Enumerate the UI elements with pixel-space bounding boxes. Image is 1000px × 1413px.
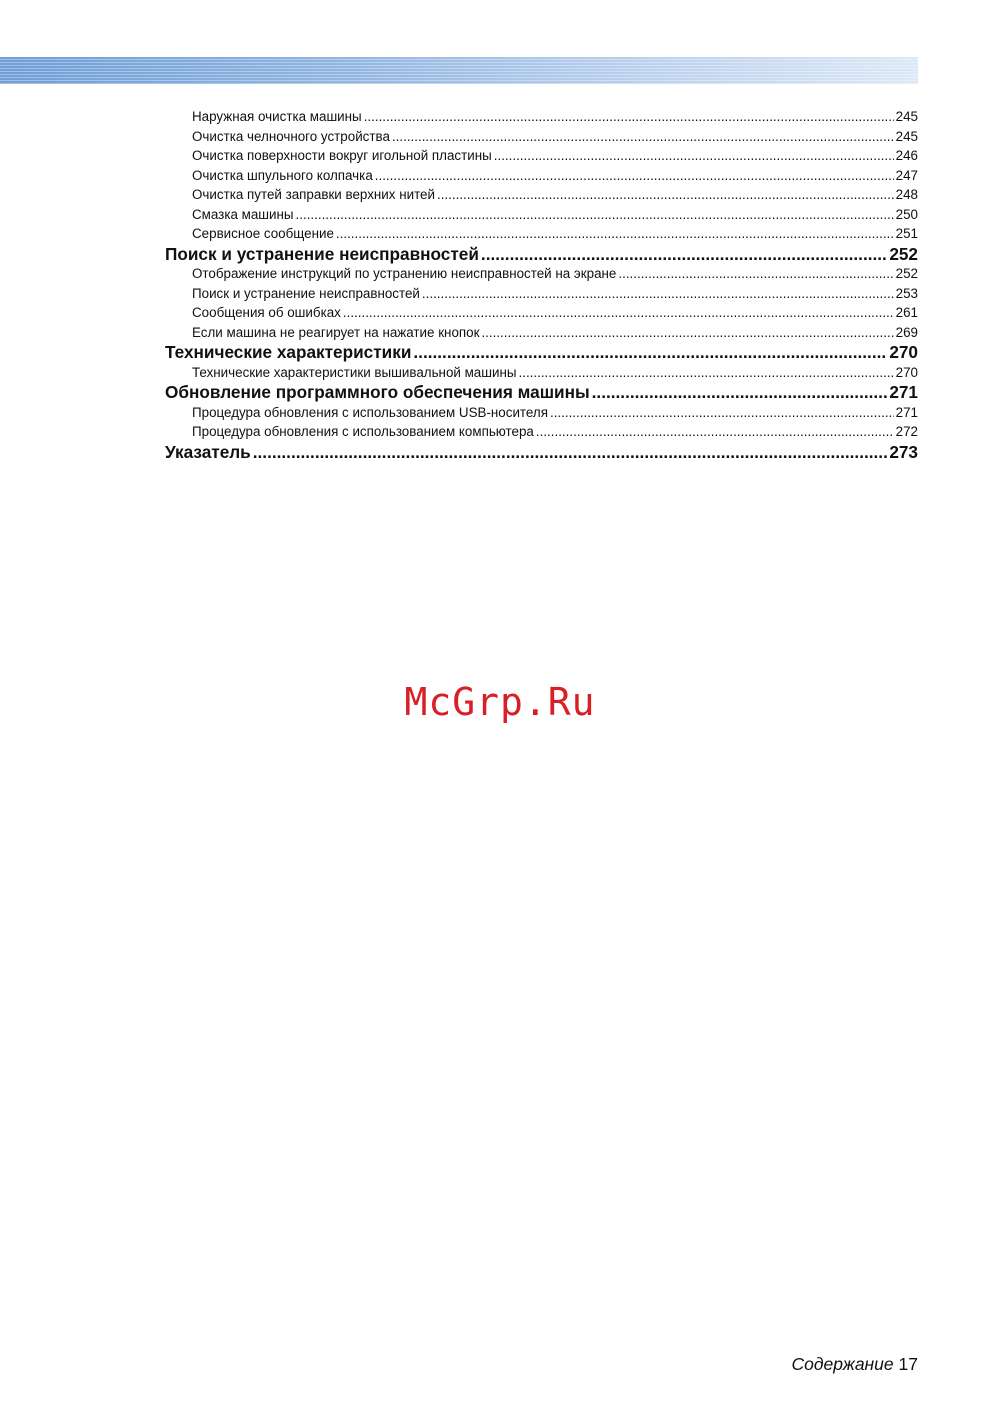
toc-entry-title: Наружная очистка машины xyxy=(192,109,362,124)
table-of-contents xyxy=(165,107,918,462)
toc-entry-page: 251 xyxy=(895,226,918,241)
toc-subsection-entry[interactable] xyxy=(165,363,918,383)
toc-entry-title: Технические характеристики вышивальной машины xyxy=(192,364,517,380)
toc-subsection-entry[interactable] xyxy=(165,146,918,166)
toc-subsection-entry[interactable] xyxy=(165,185,918,205)
toc-entry-title: Очистка шпульного колпачка xyxy=(192,167,373,183)
toc-dot-leader xyxy=(592,382,888,403)
toc-entry-page: 261 xyxy=(895,305,918,320)
toc-subsection-entry[interactable] xyxy=(165,264,918,284)
toc-subsection-entry[interactable] xyxy=(165,403,918,423)
toc-subsection-entry[interactable] xyxy=(165,422,918,442)
toc-entry-title: Технические характеристики xyxy=(165,342,412,362)
toc-entry-title: Процедура обновления с использованием компьютера xyxy=(192,424,534,439)
toc-entry-title: Смазка машины xyxy=(192,206,294,222)
toc-section-entry[interactable] xyxy=(165,342,918,363)
toc-dot-leader xyxy=(364,107,894,127)
toc-subsection-entry[interactable] xyxy=(165,127,918,147)
toc-subsection-entry[interactable] xyxy=(165,303,918,323)
toc-dot-leader xyxy=(536,422,894,442)
toc-entry-title: Отображение инструкций по устранению неисправностей на экране xyxy=(192,266,617,281)
toc-entry-title: Сообщения об ошибках xyxy=(192,305,341,320)
toc-subsection-entry[interactable] xyxy=(165,323,918,343)
toc-dot-leader xyxy=(296,205,894,225)
toc-dot-leader xyxy=(550,403,894,423)
toc-entry-title: Обновление программного обеспечения машины xyxy=(165,382,590,402)
toc-dot-leader xyxy=(422,284,894,304)
toc-entry-title: Указатель xyxy=(165,441,251,462)
header-band xyxy=(0,57,918,84)
toc-entry-page: 270 xyxy=(889,342,918,362)
toc-entry-page: 273 xyxy=(889,441,918,462)
toc-dot-leader xyxy=(336,224,894,244)
toc-entry-title: Поиск и устранение неисправностей xyxy=(192,285,420,301)
toc-entry-page: 271 xyxy=(895,404,918,420)
toc-section-entry[interactable] xyxy=(165,382,918,403)
toc-entry-title: Сервисное сообщение xyxy=(192,226,334,241)
toc-entry-title: Если машина не реагирует на нажатие кнопок xyxy=(192,324,480,340)
toc-dot-leader xyxy=(375,166,894,186)
toc-entry-page: 246 xyxy=(895,148,918,163)
toc-entry-title: Процедура обновления с использованием USB-носителя xyxy=(192,404,548,420)
toc-entry-page: 253 xyxy=(895,285,918,301)
toc-subsection-entry[interactable] xyxy=(165,224,918,244)
toc-dot-leader xyxy=(392,127,894,147)
toc-dot-leader xyxy=(413,342,887,363)
header-band-gradient xyxy=(0,57,918,84)
toc-entry-page: 272 xyxy=(895,424,918,439)
toc-dot-leader xyxy=(481,323,893,343)
toc-subsection-entry[interactable] xyxy=(165,107,918,127)
toc-entry-page: 245 xyxy=(895,128,918,144)
toc-entry-page: 269 xyxy=(895,324,918,340)
toc-entry-page: 247 xyxy=(895,167,918,183)
page-footer xyxy=(791,1354,918,1375)
toc-dot-leader xyxy=(343,303,894,323)
toc-entry-title: Поиск и устранение неисправностей xyxy=(165,243,479,264)
toc-entry-page: 248 xyxy=(895,187,918,202)
toc-dot-leader xyxy=(519,363,894,383)
toc-dot-leader xyxy=(481,244,887,265)
toc-dot-leader xyxy=(253,442,888,463)
toc-entry-title: Очистка поверхности вокруг игольной пластины xyxy=(192,148,492,163)
toc-dot-leader xyxy=(494,146,894,166)
toc-entry-page: 250 xyxy=(895,206,918,222)
watermark: McGrp.Ru xyxy=(404,680,596,724)
toc-section-entry[interactable] xyxy=(165,442,918,463)
toc-entry-title: Очистка путей заправки верхних нитей xyxy=(192,187,435,202)
toc-dot-leader xyxy=(437,185,894,205)
toc-entry-page: 271 xyxy=(889,382,918,402)
toc-section-entry[interactable] xyxy=(165,244,918,265)
toc-entry-page: 252 xyxy=(889,243,918,264)
toc-entry-page: 245 xyxy=(895,109,918,124)
toc-subsection-entry[interactable] xyxy=(165,284,918,304)
footer-page-number: 17 xyxy=(898,1354,918,1374)
toc-subsection-entry[interactable] xyxy=(165,205,918,225)
toc-subsection-entry[interactable] xyxy=(165,166,918,186)
toc-entry-title: Очистка челночного устройства xyxy=(192,128,390,144)
toc-entry-page: 270 xyxy=(895,364,918,380)
toc-entry-page: 252 xyxy=(895,266,918,281)
toc-dot-leader xyxy=(618,264,893,284)
footer-section-label: Содержание xyxy=(791,1354,894,1374)
